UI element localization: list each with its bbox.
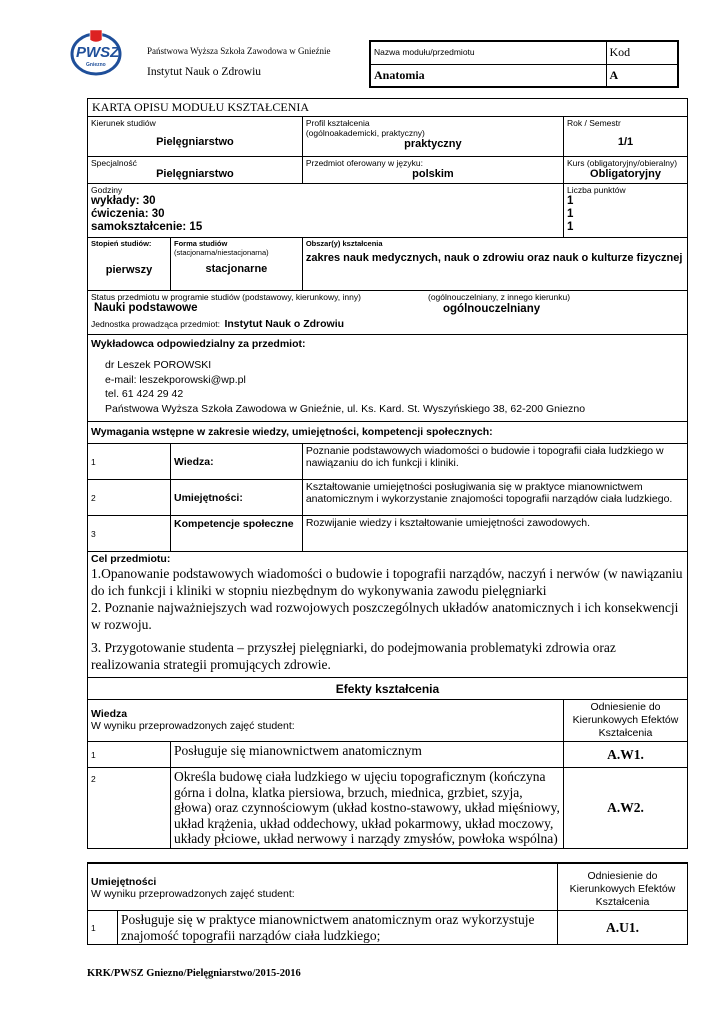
umiejetnosci-table: [87, 862, 688, 945]
umiej-odniesienie: Odniesienie do Kierunkowych Efektów Kształcenia: [558, 863, 688, 911]
wymagania-value: Kształtowanie umiejętności posługiwania się w praktyce mianownictwem anatomicznym i wykorzystanie znajomości topografii narządów ciała ludzkiego.: [302, 480, 687, 516]
punkty-label: Liczba punktów: [567, 185, 626, 195]
godziny-cell: [88, 184, 564, 238]
punkty-value-2: 1: [567, 208, 574, 220]
forma-cell: [171, 238, 303, 291]
profil-label: Profil kształcenia: [305, 118, 370, 128]
wiedza-label: Wiedza: [91, 708, 128, 720]
wymagania-value: Poznanie podstawowych wiadomości o budowie i topografii ciała ludzkiego w nawiązaniu do ich funkcji i kliniki.: [302, 444, 687, 480]
stopien-label: Stopień studiów:: [91, 239, 152, 248]
card-title: KARTA OPISU MODUŁU KSZTAŁCENIA: [88, 99, 688, 117]
spec-value: Pielęgniarstwo: [156, 168, 234, 180]
forma-value: stacjonarne: [205, 263, 268, 275]
module-name-value: Anatomia: [370, 64, 606, 87]
forma-label: Forma studiów: [174, 239, 228, 248]
status-label-2: (ogólnouczelniany, z innego kierunku): [428, 292, 571, 302]
jednostka-value: Instytut Nauk o Zdrowiu: [224, 318, 345, 330]
wiedza-row-code: A.W1.: [564, 742, 688, 768]
wiedza-sub: W wyniku przeprowadzonych zajęć student:: [91, 720, 295, 732]
rok-value: 1/1: [617, 136, 634, 148]
samoksztalcenie-value: samokształcenie: 15: [91, 221, 203, 233]
wymagania-num: 2: [88, 480, 171, 516]
wykladowca-cell: [88, 335, 688, 422]
spec-label: Specjalność: [91, 158, 137, 168]
umiej-row-text: Posługuje się w praktyce mianownictwem anatomicznym oraz wykorzystuje znajomość topografii narządów ciała ludzkiego;: [118, 911, 558, 945]
jezyk-cell: [302, 157, 563, 184]
cel-item-1: 1.Opanowanie podstawowych wiadomości o budowie i topografii narządów, naczyń i nerwów (w nawiązaniu do ich funkcji i kliniki w stopniu niezbędnym do wykonywania zawodu pielęgniarki: [91, 566, 683, 598]
profil-sub: (ogólnoakademicki, praktyczny): [305, 128, 425, 138]
footer-text: KRK/PWSZ Gniezno/Pielęgniarstwo/2015-2016: [87, 968, 301, 979]
cel-label: Cel przedmiotu:: [91, 553, 171, 565]
umiej-label: Umiejętności: [91, 876, 157, 888]
rok-label: Rok / Semestr: [567, 118, 621, 128]
module-header-table: [369, 40, 679, 88]
umiej-row-num: 1: [88, 911, 118, 945]
kurs-label: Kurs (obligatoryjny/obieralny): [567, 158, 678, 168]
wymagania-label: Wymagania wstępne w zakresie wiedzy, umiejętności, kompetencji społecznych:: [88, 422, 688, 444]
wykladowca-tel: tel. 61 424 29 42: [105, 388, 184, 400]
wiedza-row-text: Posługuje się mianownictwem anatomicznym: [171, 742, 564, 768]
status-value-2: ogólnouczelniany: [443, 303, 541, 315]
profil-value: praktyczny: [404, 138, 462, 150]
forma-sub: (stacjonarna/niestacjonarna): [174, 248, 269, 257]
cel-item-2: 2. Poznanie najważniejszych wad rozwojowych poszczególnych układów anatomicznych i ich konsekwencji w rozwoju.: [91, 600, 679, 632]
wymagania-value: Rozwijanie wiedzy i kształtowanie umiejętności zawodowych.: [302, 516, 687, 552]
logo: [70, 28, 122, 76]
code-label: Kod: [606, 41, 678, 64]
institute-name: Instytut Nauk o Zdrowiu: [147, 66, 262, 78]
kierunek-cell: [88, 117, 303, 157]
punkty-value-1: 1: [567, 195, 574, 207]
kierunek-value: Pielęgniarstwo: [156, 136, 234, 148]
kurs-cell: [564, 157, 688, 184]
spec-cell: [88, 157, 303, 184]
logo-subtext: Gniezno: [86, 62, 106, 68]
cwiczenia-value: ćwiczenia: 30: [91, 208, 165, 220]
umiej-sub: W wyniku przeprowadzonych zajęć student:: [91, 888, 295, 900]
wiedza-header: [88, 700, 564, 742]
module-name-label: Nazwa modułu/przedmiotu: [370, 41, 606, 64]
status-label: Status przedmiotu w programie studiów (podstawowy, kierunkowy, inny): [91, 292, 361, 302]
profil-cell: [302, 117, 563, 157]
logo-text: PWSZ: [76, 44, 120, 61]
wiedza-odniesienie: Odniesienie do Kierunkowych Efektów Kształcenia: [564, 700, 688, 742]
kurs-value: Obligatoryjny: [590, 168, 661, 180]
godziny-label: Godziny: [91, 185, 123, 195]
wymagania-key: Wiedza:: [171, 444, 303, 480]
wiedza-row-num: 2: [88, 768, 171, 849]
wykladowca-name: dr Leszek POROWSKI: [105, 359, 212, 371]
umiej-header: [88, 863, 558, 911]
wykladowca-label: Wykładowca odpowiedzialny za przedmiot:: [91, 338, 306, 350]
wiedza-row-code: A.W2.: [564, 768, 688, 849]
wymagania-num: 3: [88, 516, 171, 552]
status-value: Nauki podstawowe: [94, 302, 198, 314]
jezyk-label: Przedmiot oferowany w języku:: [305, 158, 423, 168]
wyklady-value: wykłady: 30: [91, 195, 156, 207]
wiedza-row-num: 1: [88, 742, 171, 768]
wykladowca-address: Państwowa Wyższa Szkoła Zawodowa w Gnieźnie, ul. Ks. Kard. St. Wyszyńskiego 38, 62-200 Gniezno: [105, 402, 586, 415]
cel-item-3: 3. Przygotowanie studenta – przyszłej pielęgniarki, do podejmowania problematyki zdrowia oraz realizowania strategii promujących zdrowie.: [91, 640, 616, 672]
jezyk-value: polskim: [412, 168, 454, 180]
umiej-row-code: A.U1.: [558, 911, 688, 945]
punkty-value-3: 1: [567, 221, 574, 233]
stopien-value: pierwszy: [105, 264, 153, 276]
obszar-cell: [302, 238, 687, 291]
wymagania-key: Kompetencje społeczne: [171, 516, 303, 552]
wiedza-row-text: Określa budowę ciała ludzkiego w ujęciu topograficznym (kończyna górna i dolna, klatka piersiowa, brzuch, miednica, grzbiet, szyja, głowa) oraz czynnościowym (układ kostno-stawowy, układ mięśniowy, układ krążenia, układ oddechowy, układ pokarmowy, układ moczowy, układy płciowe, układ nerwowy i narządy zmysłów, powłoka wspólna): [171, 768, 564, 849]
wykladowca-email: e-mail: leszekporowski@wp.pl: [105, 373, 246, 386]
card-table: [87, 98, 688, 849]
kierunek-label: Kierunek studiów: [91, 118, 156, 128]
obszar-value: zakres nauk medycznych, nauk o zdrowiu oraz nauk o kulturze fizycznej: [305, 252, 683, 264]
code-value: A: [606, 64, 678, 87]
jednostka-label: Jednostka prowadząca przedmiot:: [91, 319, 220, 329]
school-name: Państwowa Wyższa Szkoła Zawodowa w Gnieźnie: [147, 46, 331, 56]
obszar-label: Obszar(y) kształcenia: [305, 239, 383, 248]
status-cell: [88, 291, 688, 335]
wymagania-num: 1: [88, 444, 171, 480]
punkty-cell: [564, 184, 688, 238]
rok-cell: [564, 117, 688, 157]
efekty-title: Efekty kształcenia: [88, 678, 688, 700]
cel-cell: [88, 552, 688, 678]
wymagania-key: Umiejętności:: [171, 480, 303, 516]
stopien-cell: [88, 238, 171, 291]
